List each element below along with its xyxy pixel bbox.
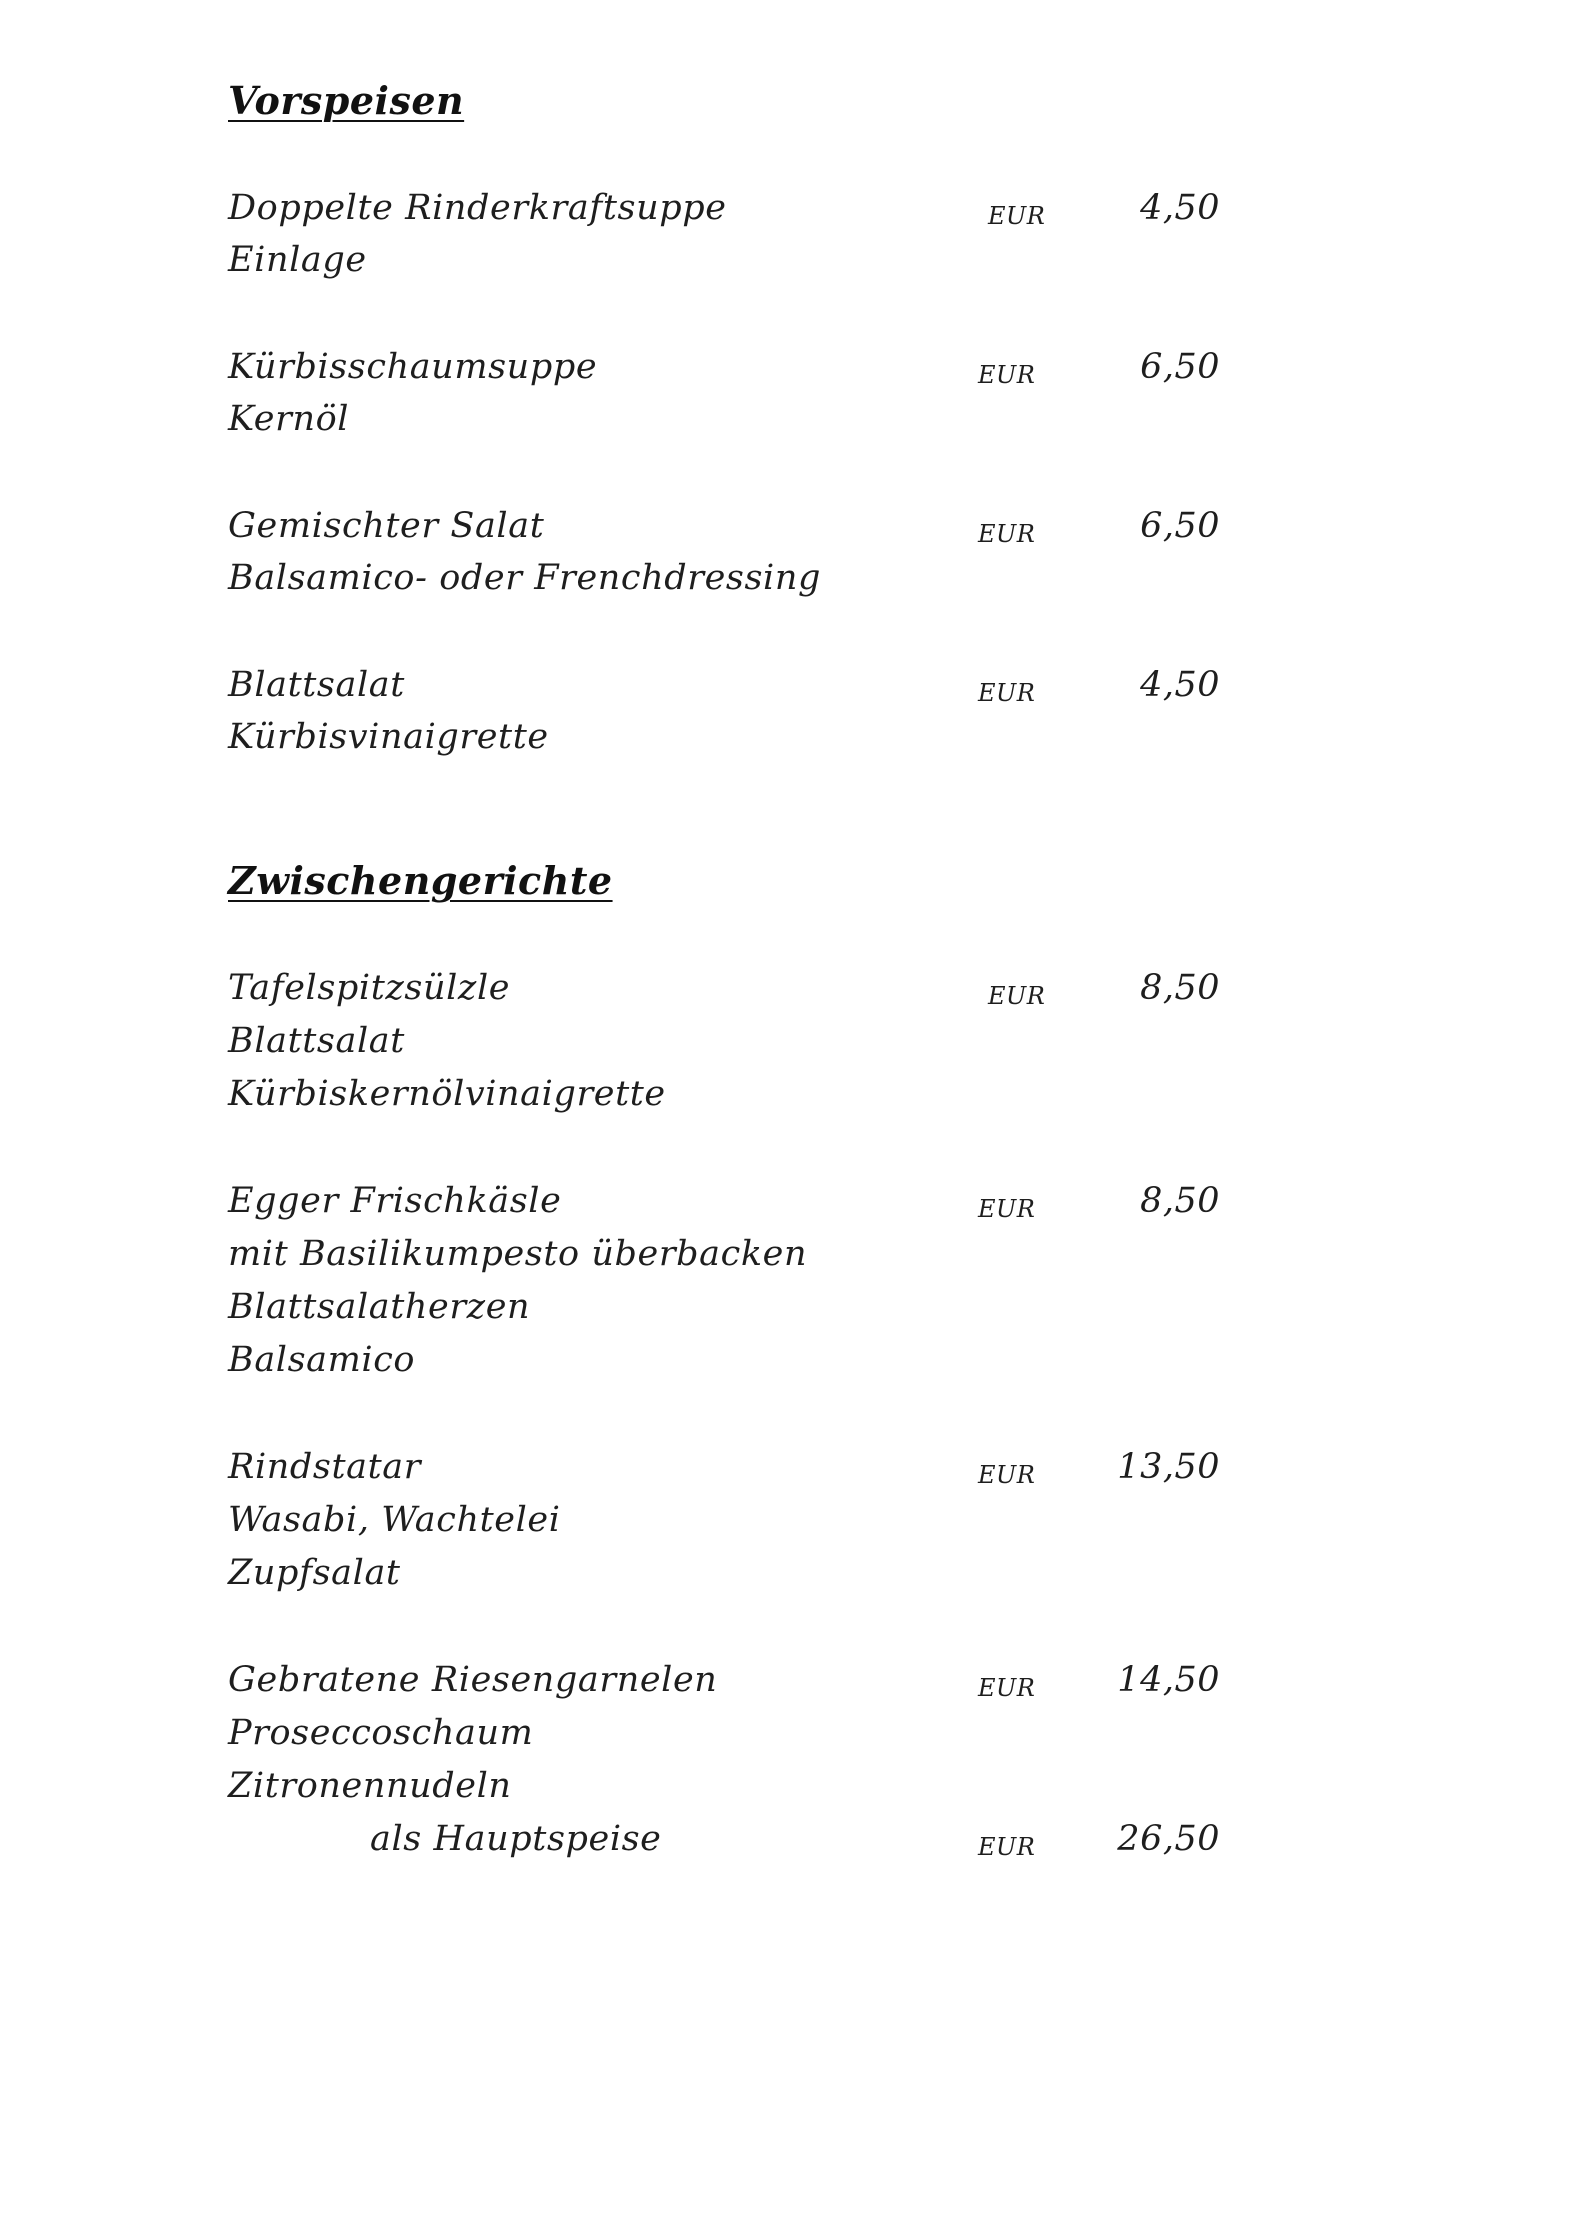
- item-description: Blattsalatherzen: [228, 1287, 531, 1327]
- section-title-vorspeisen: Vorspeisen: [228, 78, 465, 123]
- item-description: Balsamico: [228, 1340, 416, 1380]
- item-currency: EUR: [978, 520, 1036, 548]
- item-price: 6,50: [1140, 347, 1220, 387]
- item-name: Rindstatar: [228, 1447, 422, 1487]
- item-description: Balsamico- oder Frenchdressing: [228, 558, 821, 598]
- item-price: 6,50: [1140, 506, 1220, 546]
- item-price: 13,50: [1117, 1447, 1220, 1487]
- item-price: 4,50: [1140, 665, 1220, 705]
- item-description: Einlage: [228, 240, 367, 280]
- item-variant-price: 26,50: [1117, 1819, 1220, 1859]
- item-name: Blattsalat: [228, 665, 405, 705]
- item-price: 8,50: [1140, 968, 1220, 1008]
- section-title-zwischengerichte: Zwischengerichte: [228, 858, 613, 903]
- item-currency: EUR: [978, 1674, 1036, 1702]
- item-description: Zitronennudeln: [228, 1766, 512, 1806]
- item-price: 14,50: [1117, 1660, 1220, 1700]
- item-name: Kürbisschaumsuppe: [228, 347, 598, 387]
- item-price: 4,50: [1140, 188, 1220, 228]
- item-name: Tafelspitzsülzle: [228, 968, 511, 1008]
- item-currency: EUR: [978, 1461, 1036, 1489]
- item-variant-label: als Hauptspeise: [370, 1819, 662, 1859]
- item-price: 8,50: [1140, 1181, 1220, 1221]
- item-currency: EUR: [978, 679, 1036, 707]
- item-description: mit Basilikumpesto überbacken: [228, 1234, 808, 1274]
- item-currency: EUR: [988, 202, 1046, 230]
- item-variant-currency: EUR: [978, 1833, 1036, 1861]
- item-description: Kürbiskernölvinaigrette: [228, 1074, 666, 1114]
- item-description: Wasabi, Wachtelei: [228, 1500, 561, 1540]
- item-description: Kürbisvinaigrette: [228, 717, 549, 757]
- item-description: Blattsalat: [228, 1021, 405, 1061]
- item-name: Gemischter Salat: [228, 506, 545, 546]
- item-name: Egger Frischkäsle: [228, 1181, 562, 1221]
- item-name: Doppelte Rinderkraftsuppe: [228, 188, 727, 228]
- item-name: Gebratene Riesengarnelen: [228, 1660, 718, 1700]
- item-description: Proseccoschaum: [228, 1713, 534, 1753]
- item-description: Kernöl: [228, 399, 350, 439]
- item-currency: EUR: [988, 982, 1046, 1010]
- item-description: Zupfsalat: [228, 1553, 401, 1593]
- item-currency: EUR: [978, 361, 1036, 389]
- item-currency: EUR: [978, 1195, 1036, 1223]
